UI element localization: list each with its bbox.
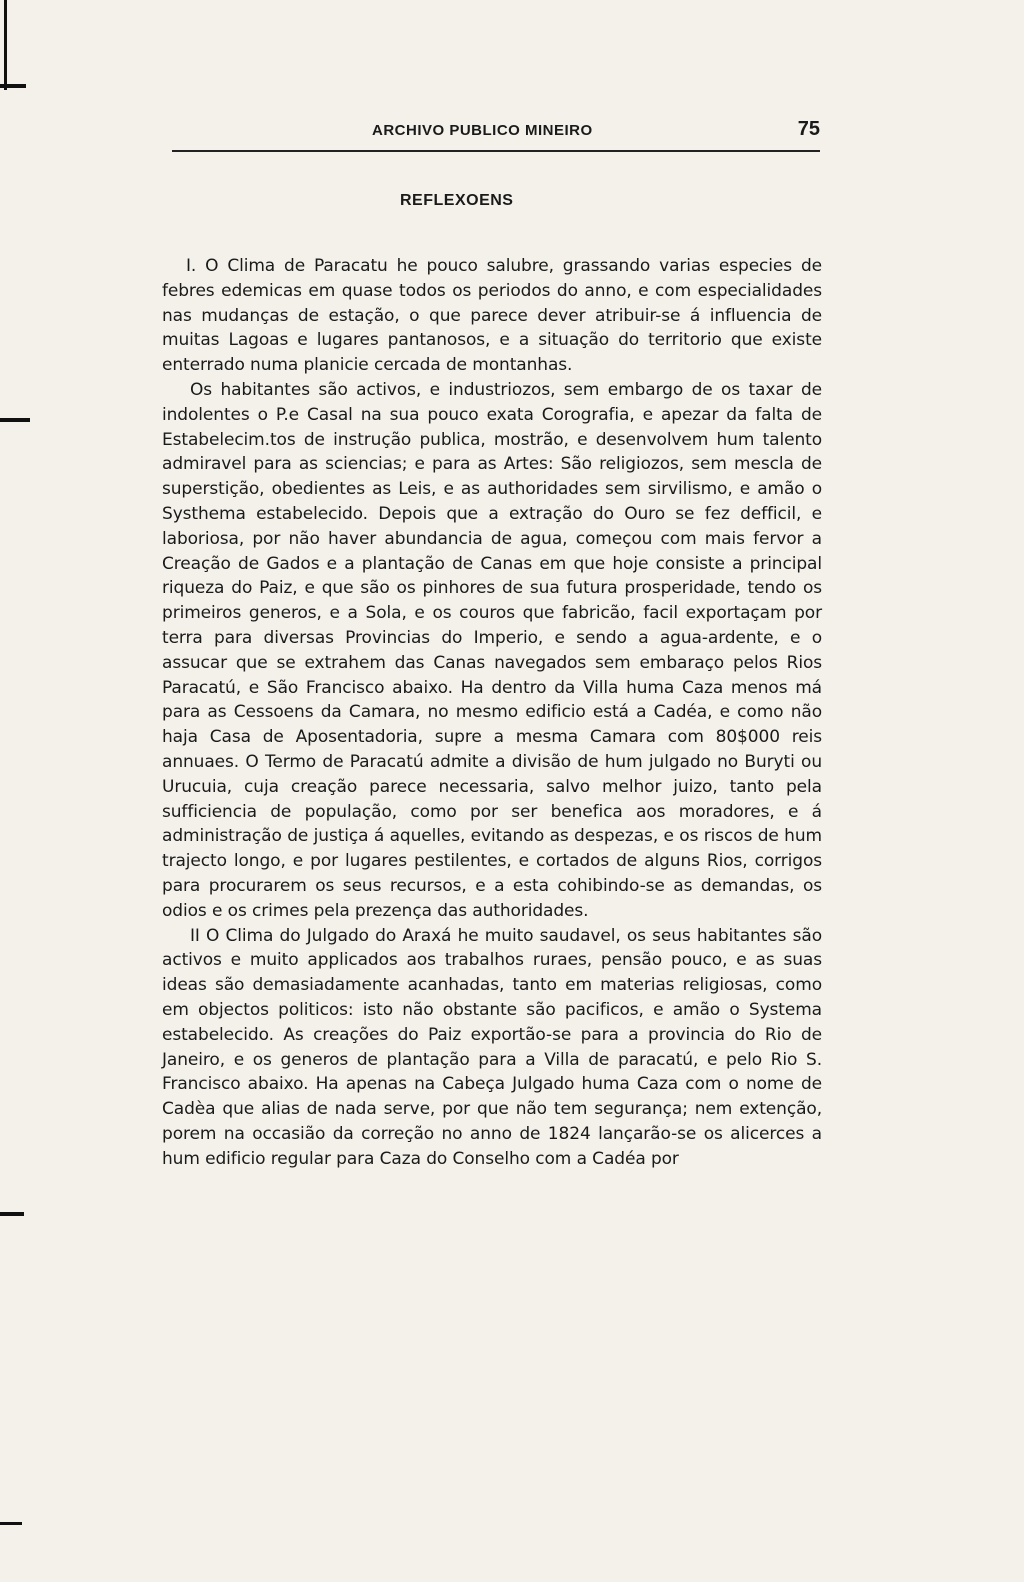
header-rule bbox=[172, 150, 820, 152]
page-number: 75 bbox=[797, 118, 820, 140]
paragraph-clima-paracatu: I. O Clima de Paracatu he pouco salubre, grassando varias especies de febres edemicas em quase todos os periodos do anno, e com especialidades nas mudanças de estação, o que parece dever atribuir-se á influencia de muitas Lagoas e lugares pantanosos, e a situação do territorio que existe enterrado numa planicie cercada de montanhas. bbox=[162, 256, 822, 376]
scan-edge-mark bbox=[0, 1212, 24, 1216]
scan-edge-mark bbox=[0, 1522, 22, 1525]
scan-edge-mark bbox=[0, 418, 30, 422]
running-head: ARCHIVO PUBLICO MINEIRO bbox=[372, 122, 593, 139]
body-text bbox=[162, 254, 822, 1171]
paragraph-clima-araxa: II O Clima do Julgado do Araxá he muito saudavel, os seus habitantes são activos e muito applicados aos trabalhos ruraes, pensão pouco, e as suas ideas são demasiadamente acanhadas, tanto em materias religiosas, como em objectos politicos: isto não obstante são pacificos, e amão o Systema estabelecido. As creações do Paiz exportão-se para a provincia do Rio de Janeiro, e os generos de plantação para a Villa de paracatú, e pelo Rio S. Francisco abaixo. Ha apenas na Cabeça Julgado huma Caza com o nome de Cadèa que alias de nada serve, por que não tem segurança; nem extenção, porem na occasião da correção no anno de 1824 lançarão-se os alicerces a hum edificio regular para Caza do Conselho com a Cadéa por bbox=[162, 925, 822, 1169]
section-title: REFLEXOENS bbox=[400, 192, 514, 209]
paragraph-habitantes: Os habitantes são activos, e industriozos, sem embargo de os taxar de indolentes o P.e Casal na sua pouco exata Corografia, e apezar da falta de Estabelecim.tos de instrução publica, mostrão, e desenvolvem hum talento admiravel para as sciencias; e para as Artes: São religiozos, sem mescla de superstição, obedientes as Leis, e as authoridades sem sirvilismo, e amão o Systhema estabelecido. Depois que a extração do Ouro se fez defficil, e laboriosa, por não haver abundancia de agua, começou com mais fervor a Creação de Gados e a plantação de Canas em que hoje consiste a principal riqueza do Paiz, e que são os pinhores de sua futura prosperidade, tendo os primeiros generos, e a Sola, e os couros que fabricão, facil exportaçam por terra para diversas Provincias do Imperio, e sendo a agua-ardente, e o assucar que se extrahem das Canas navegados sem embaraço pelos Rios Paracatú, e São Francisco abaixo. Ha dentro da Villa huma Caza menos má para as Cessoens da Camara, no mesmo edificio está a Cadéa, e como não haja Casa de Aposentadoria, supre a mesma Camara com 80$000 reis annuaes. O Termo de Paracatú admite a divisão de hum julgado no Buryti ou Urucuia, cuja creação parece necessaria, salvo melhor juizo, tanto pela sufficiencia de população, como por ser benefica aos moradores, e á administração de justiça á aquelles, evitando as despezas, e os riscos de hum trajecto longo, e por lugares pestilentes, e cortados de alguns Rios, corrigos para procurarem os seus recursos, e a esta cohibindo-se as demandas, os odios e os crimes pela prezença das authoridades. bbox=[162, 379, 822, 921]
page-header bbox=[162, 118, 820, 144]
scan-edge-mark bbox=[4, 0, 7, 90]
